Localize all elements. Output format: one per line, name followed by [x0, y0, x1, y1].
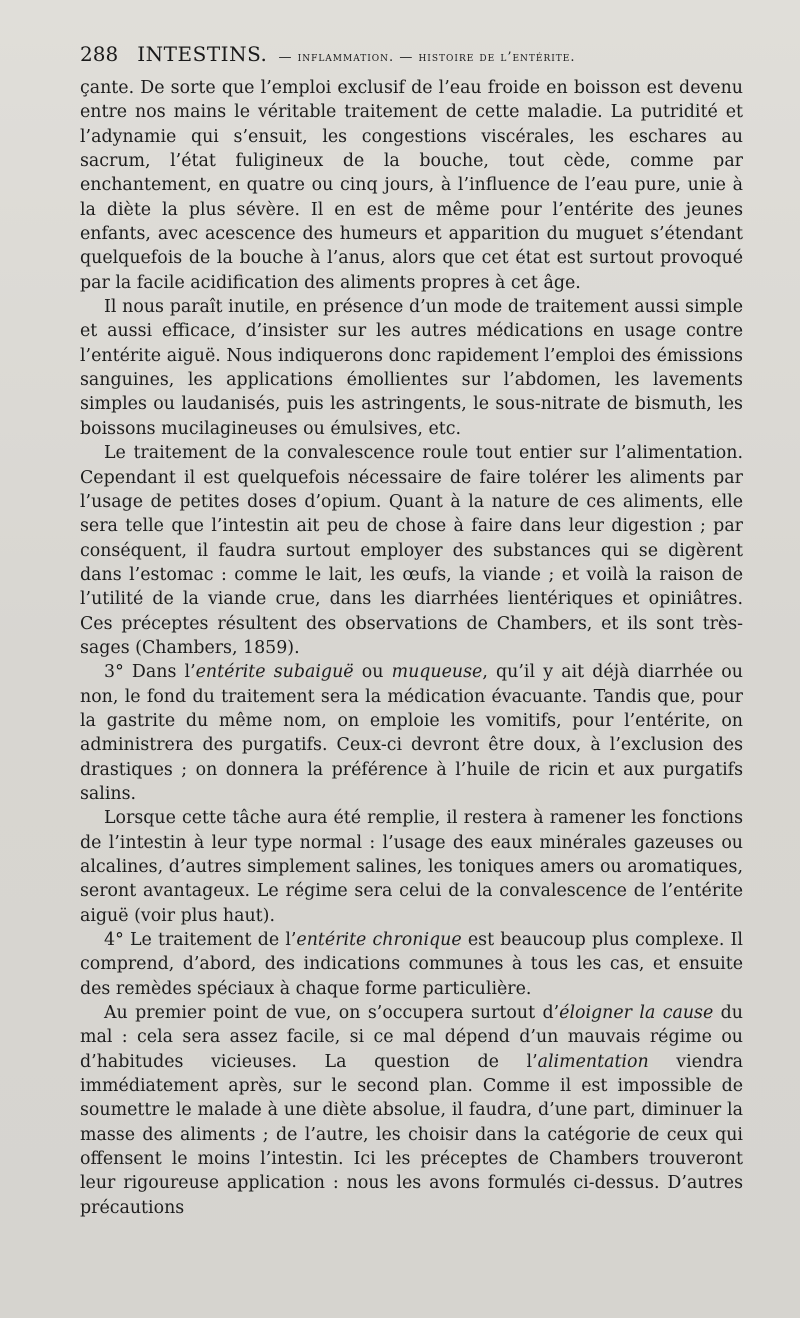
paragraph-text: çante. De sorte que l’emploi exclusif de l’eau froide en boisson est devenu entre nos mains le véritable traitement de cette maladie. La putridité et l’adynamie qui s’ensuit, les congestions viscérales, les eschares au sacrum, l’état fuligineux de la bouche, tout cède, comme par enchantement, en quatre ou cinq jours, à l’influence de l’eau pure, unie à la diète la plus sévère. Il en est de même pour l’entérite des jeunes enfants, avec acescence des humeurs et apparition du muguet s’étendant quelquefois de la bouche à l’anus, alors que cet état est surtout provoqué par la facile acidification des aliments propres à cet âge. [80, 78, 743, 293]
paragraph-text: Le traitement de la convalescence roule tout entier sur l’alimentation. Cependant il est quelquefois nécessaire de faire tolérer les aliments par l’usage de petites doses d’opium. Quant à la nature de ces aliments, elle sera telle que l’intestin ait peu de chose à faire dans leur digestion ; par conséquent, il faudra surtout employer des substances qui se digèrent dans l’estomac : comme le lait, les œufs, la viande ; et voilà la raison de l’utilité de la viande crue, dans les diarrhées lientériques et opiniâtres. Ces préceptes résultent des observations de Chambers, et ils sont très-sages (Chambers, 1859). [80, 443, 743, 658]
paragraph-text: est beaucoup plus complexe. Il comprend, d’abord, des indications communes à tous les cas, et ensuite des remèdes spéciaux à chaque forme particulière. [80, 930, 743, 999]
running-header [80, 42, 750, 76]
paragraph-text: Lorsque cette tâche aura été remplie, il restera à ramener les fonctions de l’intestin à leur type normal : l’usage des eaux minérales gazeuses ou alcalines, d’autres simplement salines, les toniques amers ou aromatiques, seront avantageux. Le régime sera celui de la convalescence de l’entérite aiguë (voir plus haut). [80, 808, 743, 926]
paragraph-text: 3° Dans l’ [104, 662, 196, 683]
paragraph-text: Au premier point de vue, on s’occupera surtout d’ [104, 1003, 560, 1024]
paragraph-continuation [80, 76, 743, 295]
running-subtitle: — inflammation. — histoire de l’entérite. [278, 50, 576, 65]
running-title: INTESTINS. [137, 42, 268, 66]
italic-term: entérite chronique [296, 930, 462, 951]
body-text [80, 76, 743, 1220]
italic-term: alimentation [537, 1051, 649, 1072]
page-number: 288 [80, 42, 119, 66]
paragraph-subacute-enteritis [80, 660, 743, 806]
paragraph-text: viendra immédiatement après, sur le second plan. Comme il est impossible de soumettre le malade à une diète absolue, il faudra, d’une part, diminuer la masse des aliments ; de l’autre, les choisir dans la catégorie de ceux qui offensent le moins l’intestin. Ici les préceptes de Chambers trouveront leur rigoureuse application : nous les avons formulés ci-dessus. D’autres précautions [80, 1051, 743, 1218]
paragraph-other-treatments [80, 295, 743, 441]
paragraph-restore-functions [80, 806, 743, 928]
paragraph-first-point [80, 1001, 743, 1220]
paragraph-text: 4° Le traitement de l’ [104, 930, 297, 951]
italic-term: éloigner la cause [559, 1003, 714, 1024]
italic-term: muqueuse [391, 662, 483, 683]
paragraph-text: , qu’il y ait déjà diarrhée ou non, le fond du traitement sera la médication évacuante. Tandis que, pour la gastrite du même nom, on emploie les vomitifs, pour l’entérite, on administrera des purgatifs. Ceux-ci devront être doux, à l’exclusion des drastiques ; on donnera la préférence à l’huile de ricin et aux purgatifs salins. [80, 662, 743, 804]
paragraph-text: ou [353, 662, 392, 683]
paragraph-convalescence [80, 441, 743, 660]
paragraph-text: Il nous paraît inutile, en présence d’un mode de traitement aussi simple et aussi efficace, d’insister sur les autres médications en usage contre l’entérite aiguë. Nous indiquerons donc rapidement l’emploi des émissions sanguines, les applications émollientes sur l’abdomen, les lavements simples ou laudanisés, puis les astringents, le sous-nitrate de bismuth, les boissons mucilagineuses ou émulsives, etc. [80, 297, 743, 439]
paragraph-chronic-enteritis [80, 928, 743, 1001]
italic-term: entérite subaiguë [195, 662, 354, 683]
paragraph-text: du mal : cela sera assez facile, si ce mal dépend d’un mauvais régime ou d’habitudes vicieuses. La question de l’ [80, 1003, 743, 1072]
